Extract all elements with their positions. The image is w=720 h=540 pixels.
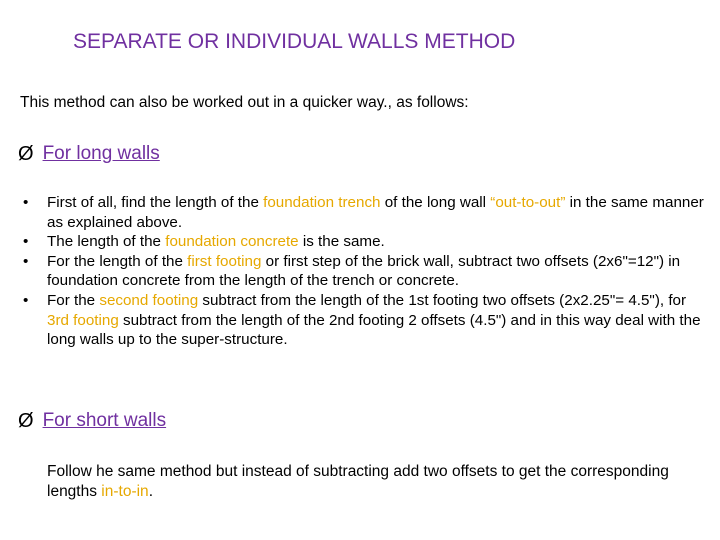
bullet-dot-icon: • — [23, 233, 29, 251]
highlighted-term: “out-to-out” — [490, 194, 566, 211]
list-item — [20, 291, 705, 350]
highlighted-term: second footing — [99, 291, 199, 309]
list-item — [20, 193, 705, 232]
text-run: of the long wall — [380, 194, 491, 211]
text-run: Follow he same method but instead of subtracting add two offsets to get the corresponding lengths — [47, 463, 669, 500]
bullet-dot-icon: • — [23, 194, 29, 211]
text-run: subtract from the length of the 2nd footing 2 offsets (4.5") and in this way deal with the long walls up to the super-structure. — [47, 311, 701, 349]
arrow-bullet-icon: Ø — [18, 410, 34, 432]
list-item — [20, 232, 705, 252]
long-walls-bullet-list — [20, 193, 705, 350]
section-heading-long-walls — [18, 143, 160, 165]
short-walls-paragraph — [47, 462, 707, 502]
text-run: is the same. — [298, 233, 385, 251]
section-heading-label: For long walls — [42, 143, 160, 164]
highlighted-term: foundation concrete — [165, 233, 299, 251]
text-run: subtract from the length of the 1st footing two offsets (2x2.25"= 4.5"), for — [198, 291, 687, 309]
highlighted-term: in-to-in — [101, 483, 149, 500]
section-heading-short-walls — [18, 410, 166, 432]
bullet-dot-icon: • — [23, 291, 29, 309]
text-run: For the — [47, 291, 100, 309]
text-run: or first step of the brick wall, subtract two offsets (2x6"=12") in foundation concrete from the length of the trench or concrete. — [47, 252, 681, 290]
text-run: The length of the — [47, 233, 166, 251]
highlighted-term: first footing — [187, 252, 262, 270]
arrow-bullet-icon: Ø — [18, 143, 34, 165]
text-run: First of all, find the length of the — [47, 194, 264, 211]
text-run: in the same manner as explained above. — [47, 194, 704, 231]
bullet-dot-icon: • — [23, 252, 29, 270]
list-item — [20, 252, 705, 291]
text-run: For the length of the — [47, 252, 188, 270]
page-title: SEPARATE OR INDIVIDUAL WALLS METHOD — [73, 30, 516, 53]
intro-text: This method can also be worked out in a quicker way., as follows: — [20, 94, 469, 111]
section-heading-label: For short walls — [42, 410, 167, 431]
highlighted-term: foundation trench — [263, 194, 381, 211]
text-run: . — [148, 483, 153, 500]
highlighted-term: 3rd footing — [47, 311, 119, 329]
